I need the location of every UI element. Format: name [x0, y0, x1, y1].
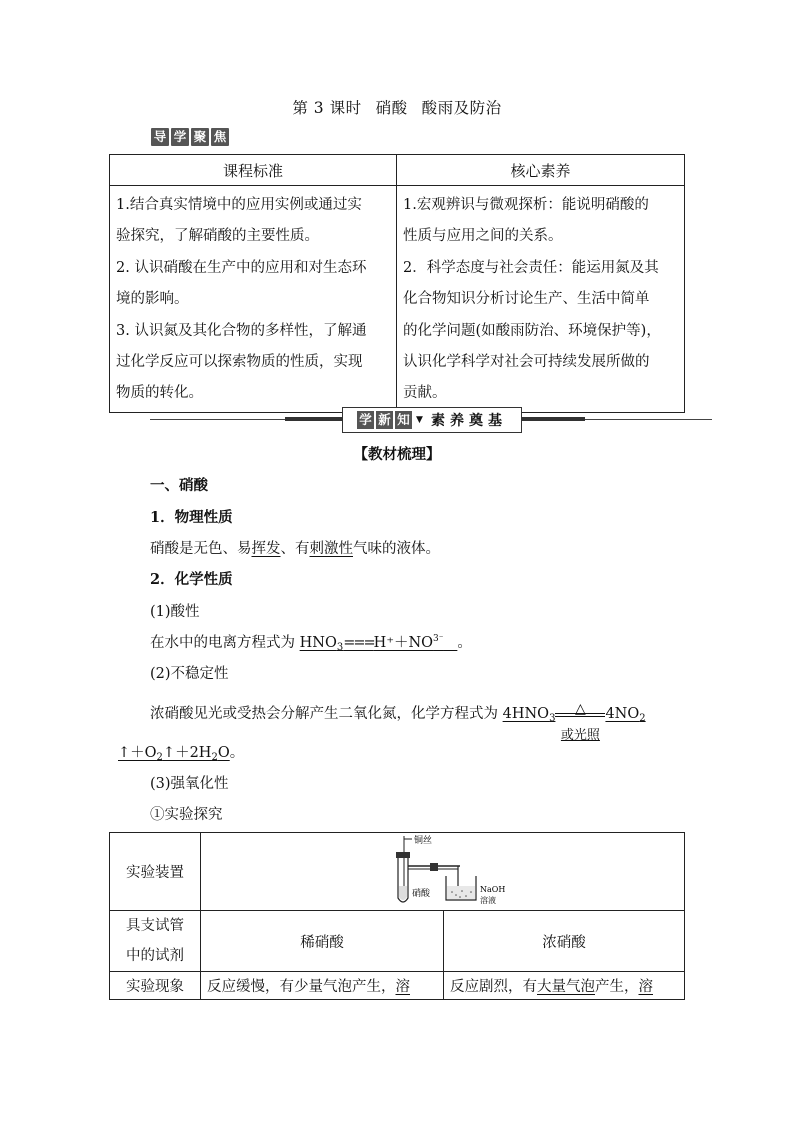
heading-chemical: 2．化学性质: [150, 571, 233, 588]
text-segment: 。: [229, 745, 245, 761]
lesson-title: [0, 96, 794, 118]
text-segment: 产生，: [595, 979, 639, 995]
standards-line: 验探究，了解硝酸的主要性质。: [116, 228, 319, 245]
text-segment: 浓硝酸见光或受热会分解产生二氧化氮，化学方程式为: [150, 706, 503, 722]
heading-physical: 1．物理性质: [150, 509, 233, 526]
eq-part: ↑＋2H: [162, 745, 212, 761]
naoh-label: NaOH: [479, 884, 505, 894]
answer-segment: 溶: [638, 979, 653, 995]
solution-label: 溶液: [479, 895, 496, 905]
apparatus-label: 实验装置: [110, 833, 201, 911]
reagent-label: [110, 911, 201, 972]
decomp-equation-left: [503, 706, 556, 722]
literacy-cell: [397, 186, 685, 413]
eq-part: HNO: [299, 635, 337, 651]
heading-instability: (2)不稳定性: [150, 666, 229, 682]
acid-label: 硝酸: [411, 888, 430, 899]
eq-sub: 3: [549, 713, 556, 724]
eq-part: ↑＋O: [118, 745, 157, 761]
standards-line: 2. 认识硝酸在生产中的应用和对生态环: [116, 259, 367, 276]
text-segment: 在水中的电离方程式为: [150, 635, 300, 651]
reagent-label-line: 具支试管: [126, 918, 184, 934]
condition-heat: △: [575, 701, 586, 717]
standards-table: [109, 154, 685, 413]
badge-char: 聚: [191, 128, 209, 146]
section-banner: [150, 404, 712, 436]
literacy-line: 认识化学科学对社会可持续发展所做的: [403, 354, 650, 371]
literacy-line: 性质与应用之间的关系。: [403, 228, 563, 245]
text-segment: 硝酸是无色、易: [150, 541, 252, 557]
col-header-standards: 课程标准: [110, 155, 397, 186]
dilute-observation: [201, 972, 444, 1000]
decomposition-line: [150, 701, 646, 743]
literacy-line: 贡献。: [403, 385, 447, 402]
concentrated-observation: [444, 972, 685, 1000]
standards-line: 3. 认识氮及其化合物的多样性，了解通: [116, 322, 367, 339]
condition-light: 或光照: [560, 728, 600, 743]
text-segment: 。: [457, 635, 472, 651]
standards-line: 过化学反应可以探索物质的性质，实现: [116, 354, 363, 371]
eq-sup: 3⁻: [433, 634, 444, 644]
banner-box: [342, 407, 522, 433]
lesson-topic-1: 硝酸: [375, 99, 408, 117]
eq-part: 4HNO: [502, 706, 550, 722]
concentrated-acid-cell: 浓硝酸: [444, 911, 685, 972]
eq-sub: 2: [639, 713, 646, 724]
eq-part: 4NO: [605, 706, 640, 722]
copper-wire-label: 铜丝: [413, 835, 432, 846]
literacy-line: 化合物知识分析讨论生产、生活中简单: [403, 291, 650, 308]
answer-volatile: 挥发: [251, 541, 281, 557]
physical-properties-text: [150, 537, 440, 558]
text-segment: 气味的液体。: [353, 541, 440, 557]
answer-segment: 溶: [395, 979, 410, 995]
decomp-equation-right: [605, 706, 645, 722]
literacy-line: 的化学问题(如酸雨防治、环境保护等)，: [403, 322, 661, 339]
banner-text: 素养奠基: [430, 413, 507, 429]
badge-char: 焦: [211, 128, 229, 146]
heading-acidity: (1)酸性: [150, 604, 200, 620]
text-segment: 、有: [280, 541, 310, 557]
ionization-line: [150, 631, 472, 653]
eq-sub: 2: [156, 752, 163, 763]
heading-experiment: ①实验探究: [150, 807, 223, 823]
observation-label: 实验现象: [110, 972, 201, 1000]
eq-part: O: [217, 745, 230, 761]
triangle-icon: ▼: [416, 415, 423, 425]
eq-arrow: ===: [343, 635, 374, 651]
banner-dark-char: 新: [376, 411, 393, 429]
lesson-topic-2: 酸雨及防治: [421, 99, 502, 117]
section-title: 【教材梳理】: [353, 446, 441, 463]
standards-line: 物质的转化。: [116, 385, 203, 402]
answer-irritating: 刺激性: [309, 541, 353, 557]
answer-many-bubbles: 大量气泡: [537, 979, 595, 995]
standards-cell: [110, 186, 397, 413]
badge-char: 导: [151, 128, 169, 146]
decomposition-cont: [118, 741, 244, 763]
banner-dark-char: 知: [395, 411, 412, 429]
text-segment: 反应剧烈，有: [450, 979, 537, 995]
standards-line: 境的影响。: [116, 291, 189, 308]
literacy-line: 1.宏观辨识与微观探析：能说明硝酸的: [403, 197, 649, 213]
eq-sub: 3: [336, 642, 344, 653]
lesson-number: 第 3 课时: [292, 99, 362, 117]
heading-oxidizing: (3)强氧化性: [150, 776, 229, 792]
apparatus-cell: [201, 833, 685, 911]
ionization-equation: [300, 635, 458, 651]
heading-nitric-acid: 一、硝酸: [150, 477, 208, 494]
guide-badge: [151, 128, 229, 146]
standards-line: 1.结合真实情境中的应用实例或通过实: [116, 197, 362, 213]
dilute-acid-cell: 稀硝酸: [201, 911, 444, 972]
badge-char: 学: [171, 128, 189, 146]
col-header-literacy: 核心素养: [397, 155, 685, 186]
apparatus-diagram: [368, 834, 518, 910]
decomp-equation-cont: [118, 745, 230, 761]
banner-dark-char: 学: [357, 411, 374, 429]
reagent-label-line: 中的试剂: [126, 948, 184, 964]
experiment-table: [109, 832, 685, 1000]
text-segment: 反应缓慢，有少量气泡产生，: [207, 979, 396, 995]
eq-part: H⁺＋NO: [373, 635, 434, 651]
literacy-line: 2．科学态度与社会责任：能运用氮及其: [403, 259, 659, 276]
eq-sub: 2: [211, 752, 218, 763]
